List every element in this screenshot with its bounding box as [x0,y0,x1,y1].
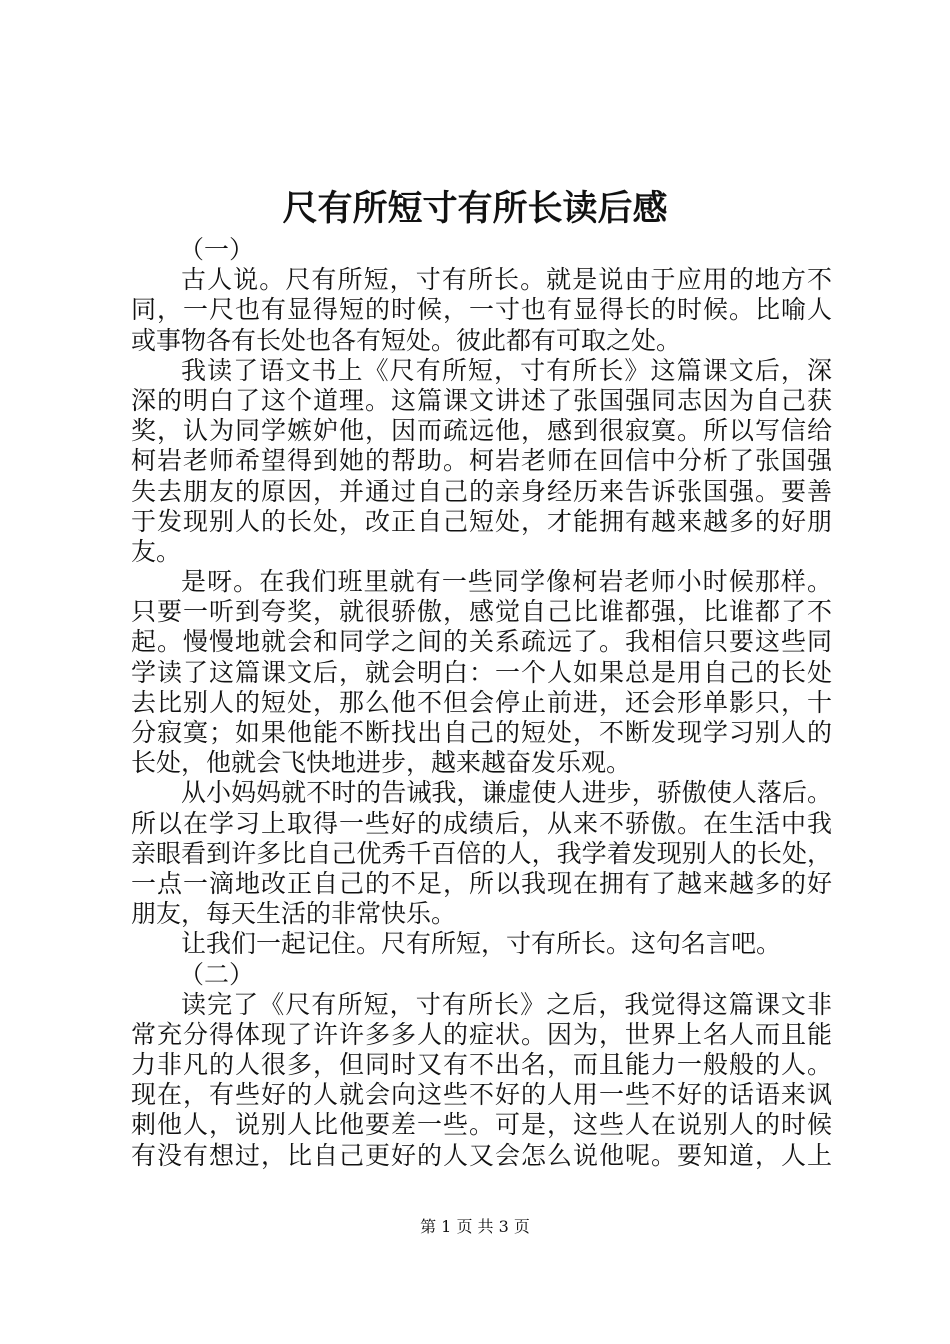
section-heading: （二） [179,959,255,989]
text-line: 朋友，每天生活的非常快乐。 [131,899,457,929]
text-line: 从小妈妈就不时的告诫我，谦虚使人进步，骄傲使人落后。 [181,778,832,808]
text-line: 学读了这篇课文后，就会明白：一个人如果总是用自己的长处 [131,657,832,687]
text-line: 是呀。在我们班里就有一些同学像柯岩老师小时候那样。 [181,567,832,597]
text-line: 同，一尺也有显得短的时候，一寸也有显得长的时候。比喻人 [131,295,832,325]
text-line: 友。 [131,536,182,566]
text-line: 所以在学习上取得一些好的成绩后，从来不骄傲。在生活中我 [131,808,832,838]
text-line: 起。慢慢地就会和同学之间的关系疏远了。我相信只要这些同 [131,627,832,657]
text-line: 有没有想过，比自己更好的人又会怎么说他呢。要知道，人上 [131,1140,832,1170]
page-footer: 第 1 页 共 3 页 [420,1217,530,1236]
text-line: 奖，认为同学嫉妒他，因而疏远他，感到很寂寞。所以写信给 [131,416,832,446]
text-line: 或事物各有长处也各有短处。彼此都有可取之处。 [131,325,682,355]
text-line: 古人说。尺有所短，寸有所长。就是说由于应用的地方不 [181,265,832,295]
text-line: 我读了语文书上《尺有所短，寸有所长》这篇课文后，深 [181,355,832,385]
section-heading: （一） [179,235,255,264]
text-line: 深的明白了这个道理。这篇课文讲述了张国强同志因为自己获 [131,385,832,415]
text-line: 读完了《尺有所短，寸有所长》之后，我觉得这篇课文非 [181,989,832,1019]
text-line: 现在，有些好的人就会向这些不好的人用一些不好的话语来讽 [131,1080,832,1110]
text-line: 只要一听到夸奖，就很骄傲，感觉自己比谁都强，比谁都了不 [131,597,832,627]
document-title: 尺有所短寸有所长读后感 [282,188,668,229]
document-body [131,235,832,1171]
text-line: 亲眼看到许多比自己优秀千百倍的人，我学着发现别人的长处， [131,838,832,868]
text-line: 刺他人，说别人比他要差一些。可是，这些人在说别人的时候 [131,1110,832,1140]
text-line: 失去朋友的原因，并通过自己的亲身经历来告诉张国强。要善 [131,476,832,506]
text-line: 力非凡的人很多，但同时又有不出名，而且能力一般般的人。 [131,1050,832,1080]
text-line: 于发现别人的长处，改正自己短处，才能拥有越来越多的好朋 [131,506,832,536]
text-line: 去比别人的短处，那么他不但会停止前进，还会形单影只，十 [131,687,832,717]
text-line: 一点一滴地改正自己的不足，所以我现在拥有了越来越多的好 [131,868,832,898]
text-line: 让我们一起记住。尺有所短，寸有所长。这句名言吧。 [181,929,782,959]
text-line: 柯岩老师希望得到她的帮助。柯岩老师在回信中分析了张国强 [131,446,832,476]
text-line: 常充分得体现了许许多多人的症状。因为，世界上名人而且能 [131,1019,832,1049]
text-line: 长处，他就会飞快地进步，越来越奋发乐观。 [131,748,632,778]
text-line: 分寂寞；如果他能不断找出自己的短处，不断发现学习别人的 [131,718,832,747]
